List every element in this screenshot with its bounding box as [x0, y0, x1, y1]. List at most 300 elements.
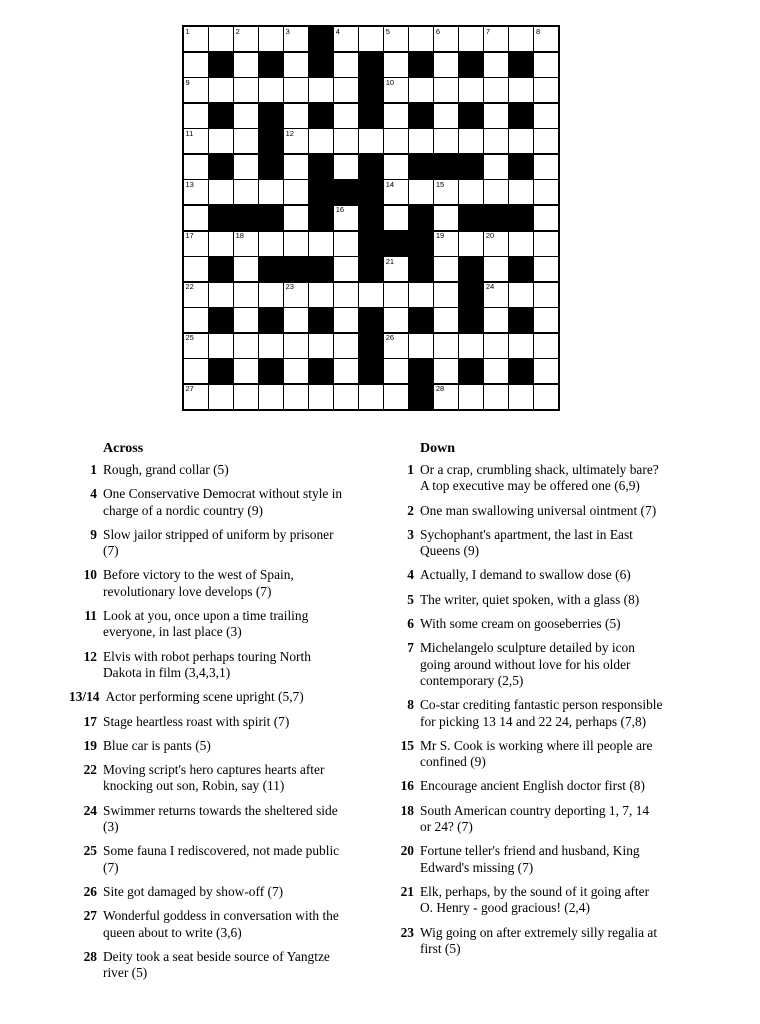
- grid-cell[interactable]: [409, 78, 433, 102]
- grid-cell[interactable]: [534, 385, 558, 409]
- grid-cell[interactable]: [309, 283, 333, 307]
- grid-cell[interactable]: [534, 334, 558, 358]
- clue-text: One Conservative Democrat without style in charge of a nordic country (9): [103, 486, 343, 518]
- grid-cell[interactable]: [184, 104, 208, 128]
- grid-cell[interactable]: [234, 104, 258, 128]
- clue-number: 16: [400, 778, 414, 794]
- grid-cell[interactable]: [534, 359, 558, 383]
- grid-cell[interactable]: [234, 334, 258, 358]
- clue-item: [386, 527, 702, 560]
- clue-number: 5: [407, 591, 414, 607]
- grid-cell[interactable]: [234, 257, 258, 281]
- grid-cell-black: [309, 53, 333, 77]
- grid-cell[interactable]: [184, 206, 208, 230]
- grid-cell-black: [409, 257, 433, 281]
- grid-cell[interactable]: [384, 206, 408, 230]
- grid-cell[interactable]: [334, 257, 358, 281]
- grid-cell[interactable]: [184, 334, 208, 358]
- clue-item: [69, 884, 385, 900]
- grid-cell[interactable]: [509, 78, 533, 102]
- grid-cell[interactable]: [509, 283, 533, 307]
- grid-cell[interactable]: [459, 27, 483, 51]
- grid-cell[interactable]: [234, 308, 258, 332]
- grid-cell-black: [409, 359, 433, 383]
- grid-cell[interactable]: [284, 129, 308, 153]
- grid-cell[interactable]: [509, 334, 533, 358]
- grid-cell[interactable]: [459, 385, 483, 409]
- clue-text: Fortune teller's friend and husband, King Edward's missing (7): [420, 843, 640, 875]
- grid-cell[interactable]: [209, 385, 233, 409]
- grid-cell[interactable]: [384, 104, 408, 128]
- clue-text: Mr S. Cook is working where ill people are confined (9): [420, 737, 653, 770]
- grid-cell[interactable]: [484, 385, 508, 409]
- clue-text: The writer, quiet spoken, with a glass (8): [420, 591, 640, 607]
- grid-cell-black: [209, 206, 233, 230]
- grid-cell-black: [509, 308, 533, 332]
- grid-cell[interactable]: [484, 53, 508, 77]
- cell-number: 24: [485, 282, 495, 292]
- cell-number: 13: [185, 179, 194, 189]
- grid-cell[interactable]: [434, 385, 458, 409]
- grid-cell[interactable]: [459, 78, 483, 102]
- grid-cell[interactable]: [484, 257, 508, 281]
- grid-cell[interactable]: [334, 104, 358, 128]
- grid-cell-black: [309, 308, 333, 332]
- grid-cell[interactable]: [434, 232, 458, 256]
- grid-cell[interactable]: [434, 308, 458, 332]
- grid-cell[interactable]: [334, 385, 358, 409]
- grid-cell[interactable]: [484, 308, 508, 332]
- across-clues-column: [69, 440, 385, 989]
- grid-cell-black: [459, 308, 483, 332]
- grid-cell[interactable]: [434, 334, 458, 358]
- grid-cell-black: [209, 308, 233, 332]
- grid-cell[interactable]: [309, 385, 333, 409]
- clue-number: 2: [407, 502, 414, 518]
- clue-item: [386, 697, 702, 730]
- grid-cell[interactable]: [434, 53, 458, 77]
- grid-cell-black: [309, 206, 333, 230]
- clue-item: [69, 762, 385, 795]
- clue-text: Deity took a seat beside source of Yangtze river (5): [103, 948, 330, 981]
- grid-cell[interactable]: [184, 53, 208, 77]
- cell-number: 16: [335, 205, 345, 215]
- clue-item: [69, 567, 385, 600]
- clue-item: [386, 567, 702, 583]
- grid-cell[interactable]: [284, 308, 308, 332]
- grid-cell[interactable]: [284, 155, 308, 179]
- grid-cell[interactable]: [384, 155, 408, 179]
- grid-cell[interactable]: [409, 180, 433, 204]
- clue-item: [386, 592, 702, 608]
- cell-number: 19: [435, 231, 445, 241]
- crossword-grid: [182, 25, 560, 411]
- down-header: Down: [420, 441, 456, 456]
- grid-cell[interactable]: [534, 206, 558, 230]
- grid-cell[interactable]: [234, 27, 258, 51]
- grid-cell[interactable]: [534, 180, 558, 204]
- grid-cell[interactable]: [484, 232, 508, 256]
- cell-number: 7: [485, 26, 491, 36]
- grid-cell[interactable]: [459, 232, 483, 256]
- grid-cell-black: [259, 359, 283, 383]
- grid-cell[interactable]: [184, 129, 208, 153]
- grid-cell[interactable]: [209, 78, 233, 102]
- grid-cell[interactable]: [184, 232, 208, 256]
- grid-cell[interactable]: [384, 53, 408, 77]
- clue-number: 11: [84, 608, 97, 624]
- clue-item: [69, 486, 385, 519]
- grid-cell[interactable]: [509, 232, 533, 256]
- grid-cell-black: [234, 206, 258, 230]
- clue-item: [69, 608, 385, 641]
- grid-cell[interactable]: [284, 385, 308, 409]
- grid-cell[interactable]: [184, 78, 208, 102]
- grid-cell[interactable]: [334, 155, 358, 179]
- grid-cell[interactable]: [334, 78, 358, 102]
- clue-number: 13/14: [69, 689, 100, 705]
- grid-cell[interactable]: [284, 104, 308, 128]
- grid-cell[interactable]: [209, 27, 233, 51]
- grid-cell[interactable]: [284, 232, 308, 256]
- clue-number: 20: [400, 843, 414, 859]
- grid-cell-black: [459, 53, 483, 77]
- clue-number: 1: [407, 462, 414, 477]
- clue-item: [69, 949, 385, 982]
- clue-number: 25: [83, 843, 97, 859]
- grid-cell[interactable]: [309, 334, 333, 358]
- grid-cell[interactable]: [209, 283, 233, 307]
- grid-cell[interactable]: [409, 129, 433, 153]
- clue-item: [386, 503, 702, 519]
- clue-text: Or a crap, crumbling shack, ultimately bare? A top executive may be offered one (6,9): [420, 462, 659, 494]
- grid-cell[interactable]: [434, 78, 458, 102]
- grid-cell[interactable]: [534, 155, 558, 179]
- grid-cell-black: [309, 104, 333, 128]
- grid-cell[interactable]: [534, 129, 558, 153]
- clue-text: Some fauna I rediscovered, not made public (7): [103, 843, 340, 875]
- grid-cell[interactable]: [309, 78, 333, 102]
- grid-cell-black: [409, 232, 433, 256]
- grid-cell-black: [384, 232, 408, 256]
- cell-number: 5: [385, 26, 390, 36]
- grid-cell[interactable]: [484, 129, 508, 153]
- grid-cell[interactable]: [334, 53, 358, 77]
- grid-cell-black: [409, 206, 433, 230]
- grid-cell[interactable]: [284, 78, 308, 102]
- clue-text: Encourage ancient English doctor first (8): [420, 778, 645, 794]
- grid-cell[interactable]: [534, 308, 558, 332]
- grid-cell[interactable]: [384, 334, 408, 358]
- cell-number: 9: [185, 77, 190, 87]
- clue-text: Sychophant's apartment, the last in East Queens (9): [420, 526, 633, 559]
- clue-number: 24: [83, 802, 97, 818]
- grid-cell[interactable]: [284, 359, 308, 383]
- grid-cell[interactable]: [234, 180, 258, 204]
- grid-cell[interactable]: [384, 27, 408, 51]
- grid-cell-black: [359, 308, 383, 332]
- grid-cell[interactable]: [384, 78, 408, 102]
- grid-cell[interactable]: [484, 359, 508, 383]
- clue-text: Actually, I demand to swallow dose (6): [420, 567, 631, 583]
- grid-cell[interactable]: [484, 283, 508, 307]
- clue-item: [386, 925, 702, 958]
- grid-cell[interactable]: [259, 27, 283, 51]
- grid-cell-black: [459, 206, 483, 230]
- grid-cell[interactable]: [434, 206, 458, 230]
- grid-cell[interactable]: [534, 104, 558, 128]
- grid-cell[interactable]: [359, 283, 383, 307]
- grid-cell-black: [259, 206, 283, 230]
- grid-cell[interactable]: [184, 283, 208, 307]
- grid-cell[interactable]: [509, 27, 533, 51]
- grid-cell[interactable]: [359, 27, 383, 51]
- grid-cell[interactable]: [234, 283, 258, 307]
- grid-cell[interactable]: [259, 232, 283, 256]
- grid-cell[interactable]: [209, 334, 233, 358]
- cell-number: 21: [385, 256, 395, 266]
- grid-cell-black: [259, 155, 283, 179]
- grid-cell-black: [409, 155, 433, 179]
- grid-cell-black: [409, 385, 433, 409]
- clue-item: [386, 738, 702, 771]
- cell-number: 6: [435, 26, 440, 36]
- grid-cell-black: [459, 104, 483, 128]
- grid-cell[interactable]: [284, 206, 308, 230]
- grid-cell-black: [459, 257, 483, 281]
- grid-cell[interactable]: [534, 283, 558, 307]
- grid-cell[interactable]: [334, 308, 358, 332]
- grid-cell[interactable]: [484, 334, 508, 358]
- grid-cell[interactable]: [234, 385, 258, 409]
- grid-cell[interactable]: [209, 129, 233, 153]
- grid-cell[interactable]: [209, 180, 233, 204]
- clue-number: 6: [407, 616, 414, 632]
- clue-text: Blue car is pants (5): [103, 737, 211, 753]
- grid-cell[interactable]: [434, 180, 458, 204]
- grid-cell-black: [359, 334, 383, 358]
- grid-cell[interactable]: [409, 334, 433, 358]
- grid-cell-black: [209, 359, 233, 383]
- clue-item: [69, 714, 385, 730]
- grid-cell-black: [359, 104, 383, 128]
- grid-cell[interactable]: [309, 232, 333, 256]
- grid-cell[interactable]: [409, 27, 433, 51]
- grid-cell-black: [259, 129, 283, 153]
- grid-cell[interactable]: [534, 27, 558, 51]
- grid-cell[interactable]: [359, 129, 383, 153]
- cell-number: 28: [435, 384, 445, 394]
- clue-item: [386, 616, 702, 632]
- grid-cell[interactable]: [484, 104, 508, 128]
- clue-item: [386, 778, 702, 794]
- clue-number: 15: [400, 737, 414, 753]
- grid-cell[interactable]: [459, 334, 483, 358]
- grid-cell[interactable]: [434, 257, 458, 281]
- grid-cell[interactable]: [384, 359, 408, 383]
- grid-cell[interactable]: [384, 283, 408, 307]
- cell-number: 15: [435, 179, 445, 189]
- clue-item: [69, 843, 385, 876]
- clue-text: Before victory to the west of Spain, revolutionary love develops (7): [103, 567, 294, 599]
- cell-number: 10: [385, 77, 395, 87]
- grid-cell-black: [309, 180, 333, 204]
- grid-cell[interactable]: [434, 104, 458, 128]
- grid-cell[interactable]: [284, 27, 308, 51]
- grid-cell[interactable]: [259, 334, 283, 358]
- clue-item: [69, 527, 385, 560]
- down-clues-column: [386, 440, 702, 965]
- clue-text: One man swallowing universal ointment (7): [420, 502, 657, 518]
- grid-cell[interactable]: [534, 257, 558, 281]
- grid-cell[interactable]: [334, 334, 358, 358]
- cell-number: 27: [185, 384, 194, 394]
- grid-cell[interactable]: [259, 78, 283, 102]
- grid-cell[interactable]: [234, 232, 258, 256]
- grid-cell[interactable]: [384, 257, 408, 281]
- grid-cell[interactable]: [284, 283, 308, 307]
- clue-number: 28: [83, 948, 97, 964]
- grid-cell[interactable]: [309, 129, 333, 153]
- grid-cell[interactable]: [184, 359, 208, 383]
- grid-cell[interactable]: [434, 283, 458, 307]
- grid-cell-black: [359, 257, 383, 281]
- grid-cell[interactable]: [434, 129, 458, 153]
- clue-item: [69, 689, 385, 705]
- grid-cell[interactable]: [184, 180, 208, 204]
- grid-cell[interactable]: [259, 180, 283, 204]
- clue-text: Elk, perhaps, by the sound of it going after O. Henry - good gracious! (2,4): [420, 883, 650, 916]
- grid-cell[interactable]: [534, 53, 558, 77]
- clue-text: Swimmer returns towards the sheltered side (3): [103, 802, 338, 835]
- grid-cell[interactable]: [534, 78, 558, 102]
- grid-cell-black: [359, 232, 383, 256]
- grid-cell-black: [309, 27, 333, 51]
- grid-cell[interactable]: [184, 308, 208, 332]
- clue-text: Stage heartless roast with spirit (7): [103, 713, 290, 729]
- grid-cell[interactable]: [459, 180, 483, 204]
- grid-cell-black: [509, 206, 533, 230]
- clue-number: 22: [83, 762, 97, 778]
- grid-cell[interactable]: [209, 232, 233, 256]
- grid-cell[interactable]: [284, 53, 308, 77]
- cell-number: 11: [185, 128, 194, 138]
- cell-number: 20: [485, 231, 495, 241]
- clue-number: 4: [407, 567, 414, 583]
- clue-item: [69, 908, 385, 941]
- grid-cell[interactable]: [459, 129, 483, 153]
- grid-cell[interactable]: [334, 206, 358, 230]
- clue-text: Moving script's hero captures hearts after knocking out son, Robin, say (11): [103, 762, 325, 794]
- grid-cell[interactable]: [484, 27, 508, 51]
- clue-item: [69, 462, 385, 478]
- grid-cell[interactable]: [484, 180, 508, 204]
- grid-cell[interactable]: [384, 385, 408, 409]
- grid-cell-black: [459, 283, 483, 307]
- grid-cell-black: [459, 155, 483, 179]
- grid-cell-black: [434, 155, 458, 179]
- clue-text: Site got damaged by show-off (7): [103, 883, 284, 899]
- grid-cell-black: [484, 206, 508, 230]
- clue-item: [386, 843, 702, 876]
- grid-cell[interactable]: [284, 180, 308, 204]
- clue-text: Look at you, once upon a time trailing everyone, in last place (3): [103, 608, 309, 640]
- clue-number: 7: [407, 640, 414, 656]
- grid-cell[interactable]: [484, 155, 508, 179]
- grid-cell[interactable]: [509, 129, 533, 153]
- grid-cell[interactable]: [184, 27, 208, 51]
- grid-cell[interactable]: [334, 359, 358, 383]
- grid-cell[interactable]: [434, 27, 458, 51]
- cell-number: 12: [285, 128, 294, 138]
- grid-cell[interactable]: [234, 155, 258, 179]
- grid-cell[interactable]: [259, 283, 283, 307]
- clue-text: Wonderful goddess in conversation with the queen about to write (3,6): [103, 908, 339, 940]
- grid-cell[interactable]: [234, 129, 258, 153]
- grid-cell[interactable]: [234, 53, 258, 77]
- grid-cell[interactable]: [359, 385, 383, 409]
- grid-cell-black: [409, 53, 433, 77]
- grid-cell-black: [509, 53, 533, 77]
- grid-cell[interactable]: [534, 232, 558, 256]
- grid-cell[interactable]: [334, 283, 358, 307]
- clue-number: 8: [407, 697, 414, 713]
- grid-cell[interactable]: [334, 27, 358, 51]
- grid-cell[interactable]: [234, 359, 258, 383]
- clue-number: 9: [90, 526, 97, 542]
- grid-cell-black: [359, 155, 383, 179]
- cell-number: 23: [285, 282, 294, 292]
- grid-cell[interactable]: [184, 155, 208, 179]
- cell-number: 1: [185, 26, 190, 36]
- grid-cell-black: [284, 257, 308, 281]
- grid-cell[interactable]: [509, 180, 533, 204]
- grid-cell-black: [359, 53, 383, 77]
- grid-cell-black: [459, 359, 483, 383]
- cell-number: 17: [185, 231, 194, 241]
- grid-cell[interactable]: [184, 257, 208, 281]
- clue-item: [386, 884, 702, 917]
- grid-cell[interactable]: [384, 308, 408, 332]
- clue-text: Michelangelo sculpture detailed by icon going around without love for his older contemporary (2,5): [420, 640, 635, 688]
- clue-number: 1: [90, 462, 97, 477]
- clue-text: Elvis with robot perhaps touring North Dakota in film (3,4,3,1): [103, 648, 311, 680]
- grid-cell[interactable]: [434, 359, 458, 383]
- grid-cell[interactable]: [509, 385, 533, 409]
- clue-number: 26: [83, 883, 97, 899]
- grid-cell[interactable]: [409, 283, 433, 307]
- grid-cell-black: [509, 359, 533, 383]
- grid-cell[interactable]: [384, 129, 408, 153]
- clue-text: Co-star crediting fantastic person responsible for picking 13 14 and 22 24, perhaps (7,8): [420, 697, 663, 729]
- clue-number: 19: [83, 737, 97, 753]
- grid-cell[interactable]: [259, 385, 283, 409]
- grid-cell[interactable]: [384, 180, 408, 204]
- grid-cell[interactable]: [484, 78, 508, 102]
- grid-cell[interactable]: [234, 78, 258, 102]
- cell-number: 4: [335, 26, 340, 36]
- grid-cell[interactable]: [184, 385, 208, 409]
- grid-cell[interactable]: [284, 334, 308, 358]
- cell-number: 18: [235, 231, 244, 241]
- grid-cell[interactable]: [334, 232, 358, 256]
- grid-cell[interactable]: [334, 129, 358, 153]
- across-clue-list: [69, 462, 385, 981]
- grid-cell-black: [409, 308, 433, 332]
- grid-cell-black: [309, 359, 333, 383]
- clue-item: [69, 738, 385, 754]
- clue-number: 17: [83, 713, 97, 729]
